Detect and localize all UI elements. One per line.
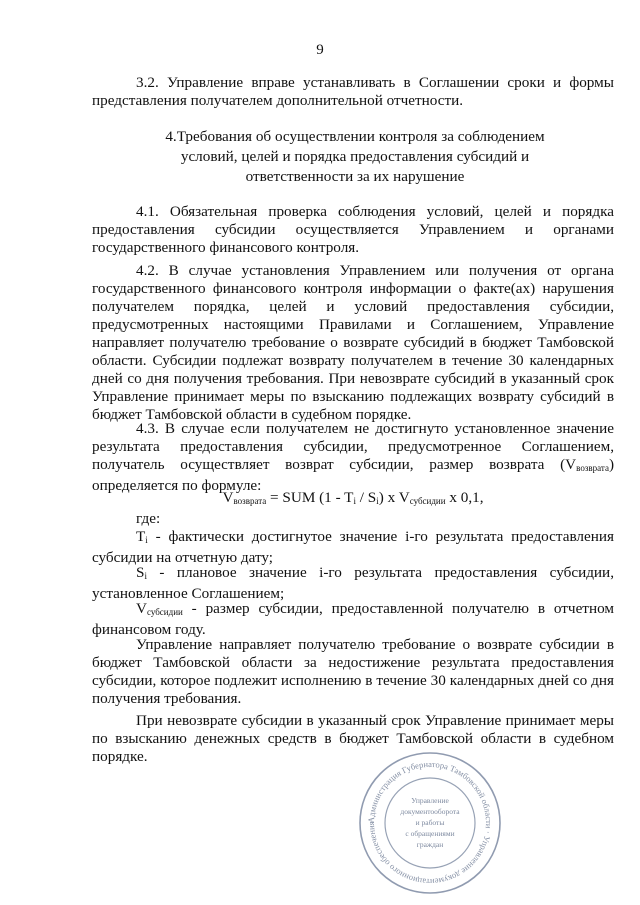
seal-center-line: и работы xyxy=(415,818,445,827)
definition-t: $T_i$ - фактически достигнутое значение i-го результата предоставления субсидии на отчетную дату; xyxy=(92,528,614,566)
p43-sub: возврата xyxy=(576,463,609,473)
heading-line-1: 4.Требования об осуществлении контроля за соблюдением xyxy=(165,128,545,145)
p43-text: 4.3. В случае если получателем не достигнуто установленное значение результата предоставления субсидии, предусмотренное Соглашением, получатель осуществляет возврат субсидии, размер возврата (V xyxy=(92,420,614,473)
paragraph-3-2: 3.2. Управление вправе устанавливать в Соглашении сроки и формы представления получателем дополнительной отчетности. xyxy=(92,74,614,109)
heading-line-2: условий, целей и порядка предоставления субсидий и xyxy=(180,148,530,165)
seal-center-line: документооборота xyxy=(400,807,460,816)
paragraph-request: Управление направляет получателю требование о возврате субсидии в бюджет Тамбовской области за недостижение результата предоставления субсидии, которое подлежит исполнению в течение 30 календарных дней со дня получения требования. xyxy=(92,636,614,707)
paragraph-4-2: 4.2. В случае установления Управлением или получения от органа государственного финансового контроля информации о факте(ах) нарушения получателем порядка, целей и условий предоставления субсидии, предусмотренных настоящими Правилами и Соглашением, Управление направляет получателю требование о возврате субсидий в бюджет Тамбовской области. Субсидии подлежат возврату получателем в течение 30 календарных дней со дня получения требования. При невозврате субсидий в указанный срок Управление принимает меры по взысканию подлежащих возврату субсидий в бюджет Тамбовской области в судебном порядке. xyxy=(92,262,614,423)
where-label: где: xyxy=(136,510,161,527)
heading-line-3: ответственности за их нарушение xyxy=(245,168,465,185)
official-seal xyxy=(355,748,505,898)
definition-s: $S_i$ - плановое значение i-го результата предоставления субсидии, установленное Соглашением; xyxy=(92,564,614,602)
seal-outer-text: Администрация Губернатора Тамбовской области · Управление документационного обеспечения xyxy=(365,758,495,888)
definition-v: $V_{субсидии}$ - размер субсидии, предоставленной получателю в отчетном финансовом году. xyxy=(92,600,614,638)
section-heading xyxy=(120,127,590,187)
p43-end: ) определяется по формуле: xyxy=(92,456,614,494)
formula: $V_{возврата}$ = SUM $(1 - T_i / S_i)$ x $V_{субсидии}$ x 0,1, xyxy=(222,489,484,506)
seal-center-line: граждан xyxy=(416,840,444,849)
paragraph-final: При невозврате субсидии в указанный срок Управление принимает меры по взысканию денежных средств в бюджет Тамбовской области в судебном порядке. xyxy=(92,712,614,765)
paragraph-4-1: 4.1. Обязательная проверка соблюдения условий, целей и порядка предоставления субсидии осуществляется Управлением и органами государственного финансового контроля. xyxy=(92,203,614,256)
page-number: 9 xyxy=(316,42,324,58)
seal-center-line: Управление xyxy=(411,796,449,805)
paragraph-4-3 xyxy=(92,420,614,495)
seal-center-line: с обращениями xyxy=(405,829,455,838)
